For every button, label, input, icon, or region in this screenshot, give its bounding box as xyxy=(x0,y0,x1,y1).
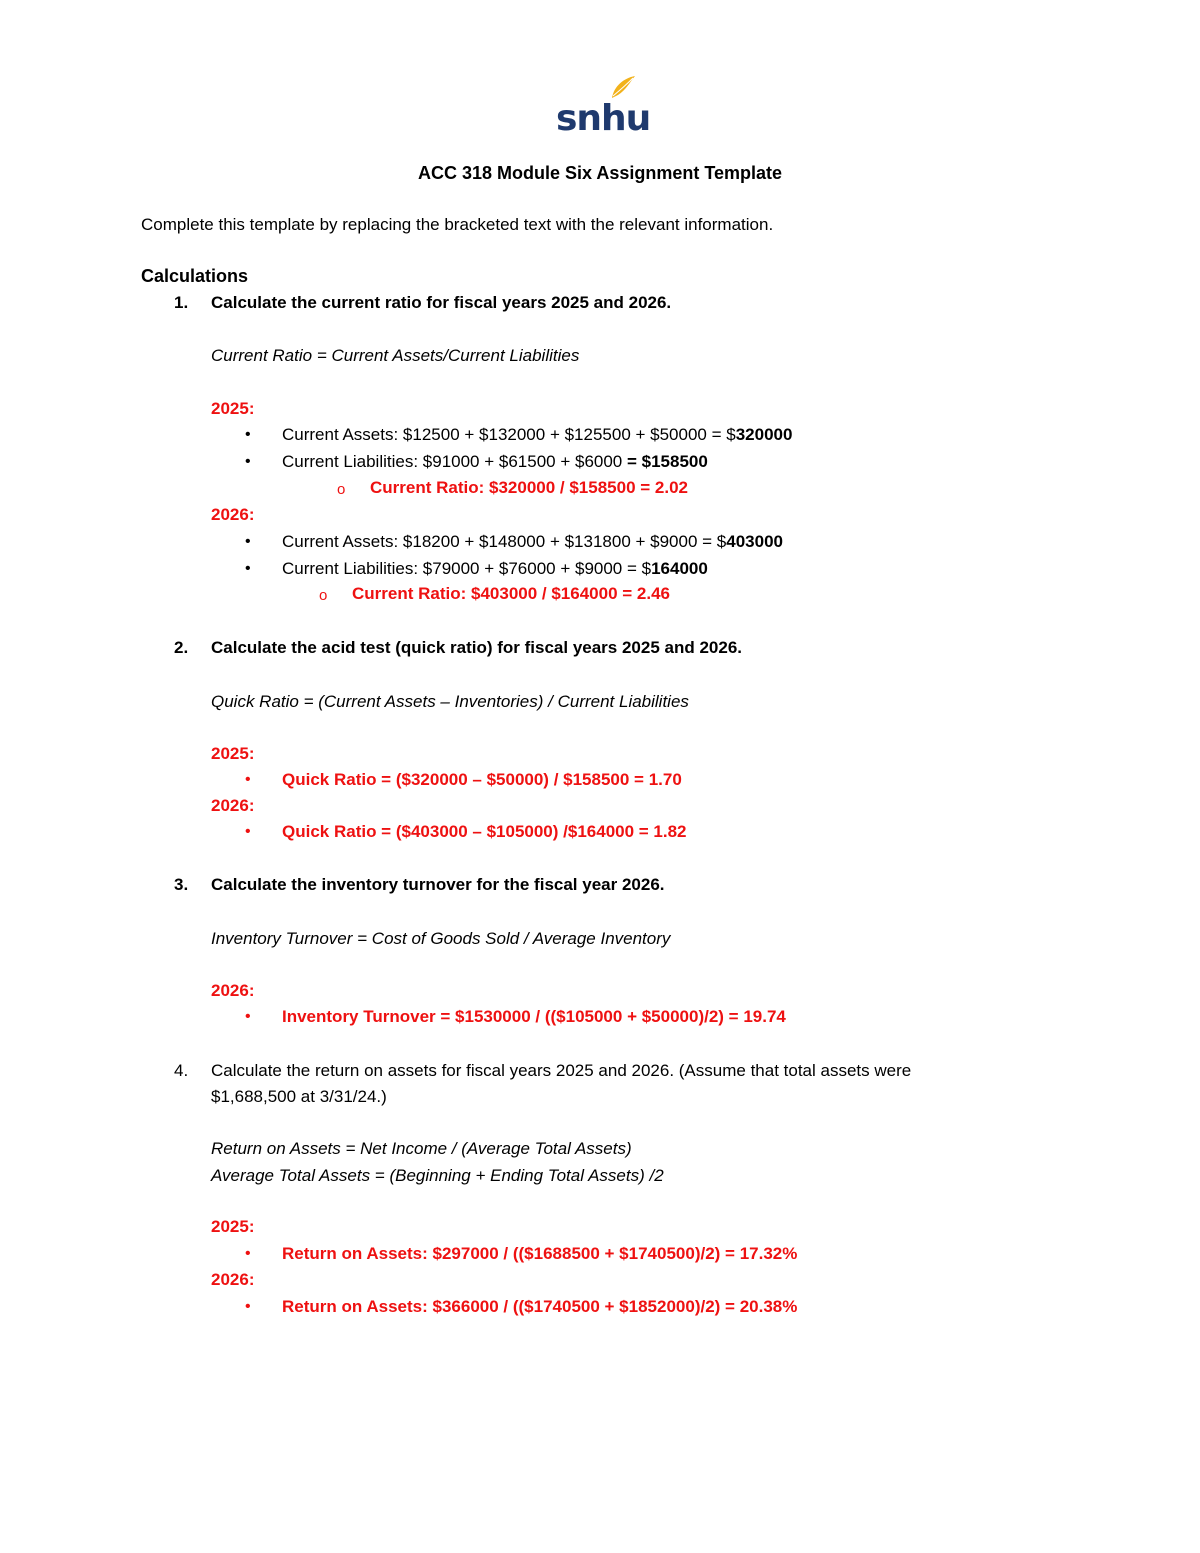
q1-2026-assets-calc: Current Assets: $18200 + $148000 + $131800 + $9000 = $ xyxy=(282,532,727,551)
bullet-icon: • xyxy=(245,453,251,470)
q1-2026-liabilities xyxy=(282,558,708,580)
q1-2025-assets xyxy=(282,424,792,446)
q4-2025-label: 2025: xyxy=(211,1217,255,1236)
section-heading: Calculations xyxy=(141,266,249,286)
instructions-text: Complete this template by replacing the bracketed text with the relevant information. xyxy=(141,215,774,234)
bullet-icon: • xyxy=(245,1245,251,1262)
snhu-logo-graphic xyxy=(556,74,651,139)
q1-2026-label: 2026: xyxy=(211,505,255,524)
q1-2025-liab-calc: Current Liabilities: $91000 + $61500 + $6000 xyxy=(282,452,627,471)
q2-2025-label: 2025: xyxy=(211,744,255,763)
q4-2026-label: 2026: xyxy=(211,1270,255,1289)
q2-prompt: Calculate the acid test (quick ratio) for fiscal years 2025 and 2026. xyxy=(211,638,743,657)
q4-prompt-line2: $1,688,500 at 3/31/24.) xyxy=(211,1087,387,1106)
sub-bullet-marker: o xyxy=(337,481,346,498)
bullet-icon: • xyxy=(245,560,251,577)
bullet-icon: • xyxy=(245,771,251,788)
q2-formula: Quick Ratio = (Current Assets – Inventories) / Current Liabilities xyxy=(211,692,689,711)
q2-2026-label: 2026: xyxy=(211,796,255,815)
q1-2026-liab-calc: Current Liabilities: $79000 + $76000 + $9000 = $ xyxy=(282,559,652,578)
q3-prompt: Calculate the inventory turnover for the fiscal year 2026. xyxy=(211,875,665,894)
bullet-icon: • xyxy=(245,1298,251,1315)
q1-2025-liabilities xyxy=(282,451,708,473)
q1-prompt: Calculate the current ratio for fiscal years 2025 and 2026. xyxy=(211,293,672,312)
document-title: ACC 318 Module Six Assignment Template xyxy=(417,163,783,183)
q1-2025-assets-calc: Current Assets: $12500 + $132000 + $125500 + $50000 = $ xyxy=(282,425,736,444)
q1-2026-assets-total: 403000 xyxy=(726,532,783,551)
q4-2026-answer: Return on Assets: $366000 / (($1740500 + $1852000)/2) = 20.38% xyxy=(282,1297,798,1316)
q1-number: 1. xyxy=(174,293,189,312)
q3-2026-answer: Inventory Turnover = $1530000 / (($105000 + $50000)/2) = 19.74 xyxy=(282,1007,786,1026)
q3-2026-label: 2026: xyxy=(211,981,255,1000)
q2-2026-answer: Quick Ratio = ($403000 – $105000) /$164000 = 1.82 xyxy=(282,822,687,841)
q1-2026-liab-total: 164000 xyxy=(651,559,708,578)
snhu-logo xyxy=(556,74,651,139)
bullet-icon: • xyxy=(245,426,251,443)
q4-prompt-line1: Calculate the return on assets for fiscal years 2025 and 2026. (Assume that total assets were xyxy=(211,1061,912,1080)
q1-formula: Current Ratio = Current Assets/Current Liabilities xyxy=(211,346,580,365)
q4-formula-average: Average Total Assets = (Beginning + Ending Total Assets) /2 xyxy=(211,1166,664,1185)
q1-2025-ratio: Current Ratio: $320000 / $158500 = 2.02 xyxy=(370,478,688,497)
q2-number: 2. xyxy=(174,638,189,657)
q4-number: 4. xyxy=(174,1061,189,1080)
q3-formula: Inventory Turnover = Cost of Goods Sold / Average Inventory xyxy=(211,929,671,948)
logo-text: snhu xyxy=(556,98,651,139)
q2-2025-answer: Quick Ratio = ($320000 – $50000) / $158500 = 1.70 xyxy=(282,770,682,789)
bullet-icon: • xyxy=(245,823,251,840)
sub-bullet-marker: o xyxy=(319,587,328,604)
bullet-icon: • xyxy=(245,533,251,550)
q1-2026-assets xyxy=(282,531,783,553)
q1-2025-label: 2025: xyxy=(211,399,255,418)
q1-2025-liab-total: = $158500 xyxy=(626,452,708,471)
q1-2025-assets-total: 320000 xyxy=(735,425,793,444)
q4-2025-answer: Return on Assets: $297000 / (($1688500 + $1740500)/2) = 17.32% xyxy=(282,1244,798,1263)
q4-formula-roa: Return on Assets = Net Income / (Average Total Assets) xyxy=(211,1139,632,1158)
q3-number: 3. xyxy=(174,875,189,894)
bullet-icon: • xyxy=(245,1008,251,1025)
q1-2026-ratio: Current Ratio: $403000 / $164000 = 2.46 xyxy=(352,584,670,603)
